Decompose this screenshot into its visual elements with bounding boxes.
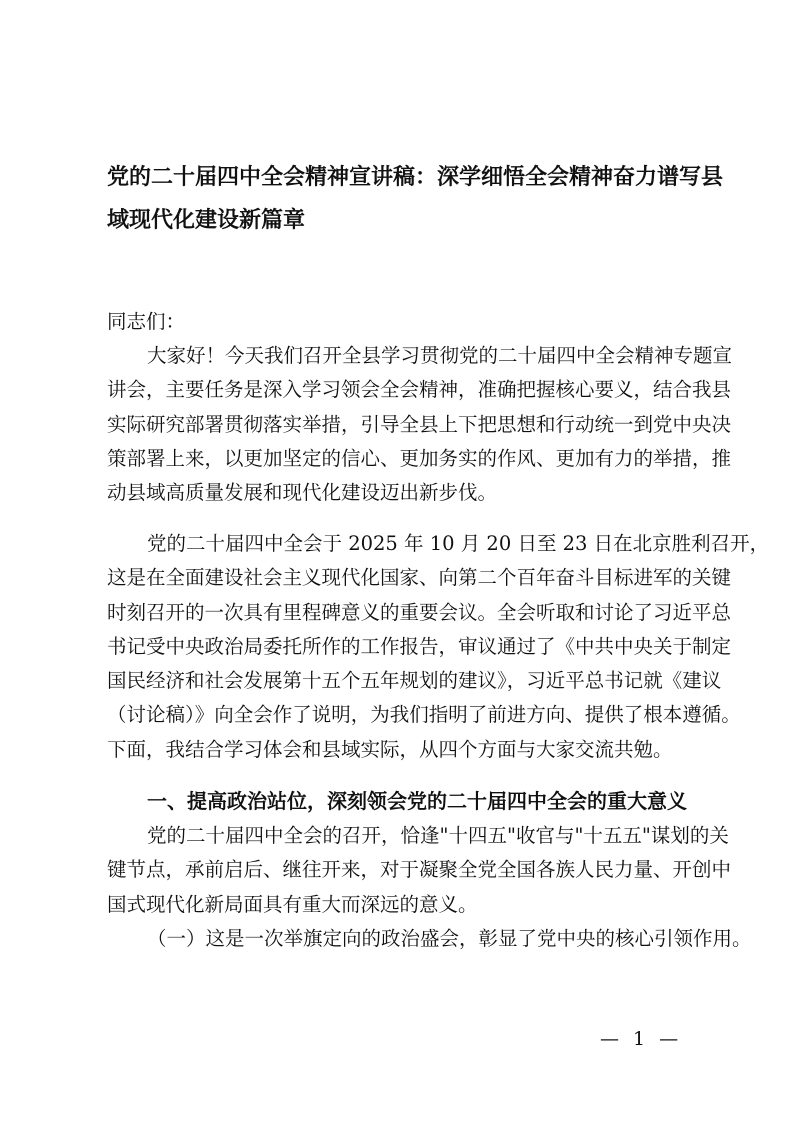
- document-title: [107, 163, 724, 249]
- paragraph-1: [107, 342, 733, 513]
- paragraph-line: 党的二十届四中全会于 2025 年 10 月 20 日至 23 日在北京胜利召开，: [147, 532, 770, 555]
- paragraph-line: 党的二十届四中全会的召开，恰逢"十四五"收官与"十五五"谋划的关: [147, 824, 729, 847]
- paragraph-line: 时刻召开的一次具有里程碑意义的重要会议。全会听取和讨论了习近平总: [107, 600, 732, 624]
- paragraph-line: 策部署上来，以更加坚定的信心、更加务实的作风、更加有力的举措，推: [107, 446, 732, 470]
- page-number: — 1 —: [600, 1028, 683, 1050]
- paragraph-line: 这是在全面建设社会主义现代化国家、向第二个百年奋斗目标进军的关键: [107, 566, 732, 590]
- paragraph-3: [107, 822, 732, 925]
- title-line: 域现代化建设新篇章: [107, 208, 306, 233]
- paragraph-line: 实际研究部署贯彻落实举措，引导全县上下把思想和行动统一到党中央决: [107, 412, 732, 436]
- heading-block: [107, 787, 691, 821]
- subsection-heading: （一）这是一次举旗定向的政治盛会，彰显了党中央的核心引领作用。: [147, 927, 752, 950]
- salutation-block: [107, 308, 691, 342]
- paragraph-line: 讲会，主要任务是深入学习领会全会精神，准确把握核心要义，结合我县: [107, 378, 732, 402]
- paragraph-2: [107, 530, 770, 770]
- paragraph-line: 键节点，承前启后、继往开来，对于凝聚全党全国各族人民力量、开创中: [107, 858, 732, 882]
- paragraph-line: 动县域高质量发展和现代化建设迈出新步伐。: [107, 481, 498, 505]
- paragraph-line: 国民经济和社会发展第十五个五年规划的建议》，习近平总书记就《建议: [107, 669, 722, 693]
- title-line: 党的二十届四中全会精神宣讲稿：深学细悟全会精神奋力谱写县: [107, 165, 724, 190]
- paragraph-line: 大家好！今天我们召开全县学习贯彻党的二十届四中全会精神专题宣: [147, 344, 733, 367]
- section-heading: 一、提高政治站位，深刻领会党的二十届四中全会的重大意义: [147, 789, 687, 813]
- paragraph-line: 国式现代化新局面具有重大而深远的意义。: [107, 892, 478, 916]
- paragraph-line: 书记受中央政治局委托所作的工作报告，审议通过了《中共中央关于制定: [107, 634, 732, 658]
- paragraph-line: 下面，我结合学习体会和县域实际，从四个方面与大家交流共勉。: [107, 737, 673, 761]
- salutation: 同志们：: [107, 310, 186, 333]
- paragraph-line: （讨论稿）》向全会作了说明，为我们指明了前进方向、提供了根本遵循。: [107, 703, 741, 727]
- subheading-block: [107, 925, 752, 959]
